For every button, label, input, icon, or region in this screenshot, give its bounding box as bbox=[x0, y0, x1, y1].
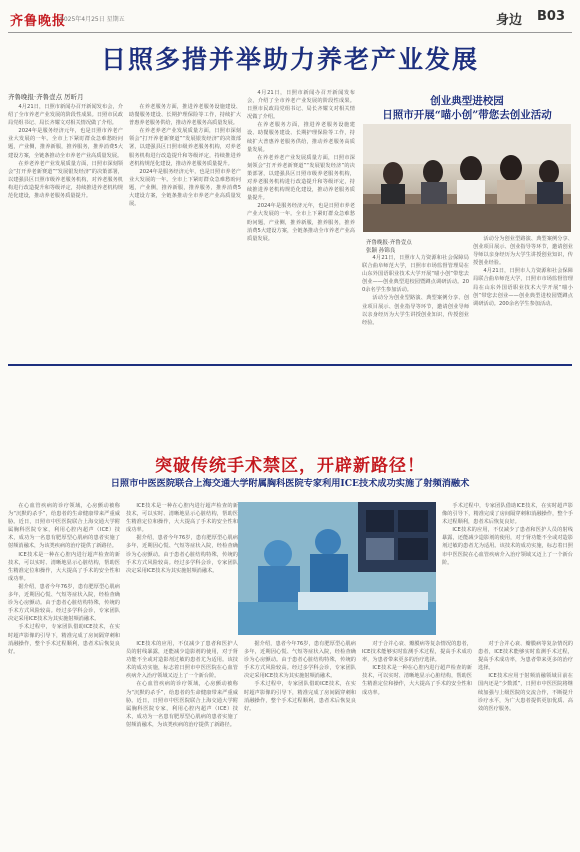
article2-paragraph: 手术过程中，专家团队借助ICE技术，在实时超声影像的引导下，精准完成了房间隔穿刺和消融操作，整个手术过程顺利，患者术后恢复良好。 bbox=[8, 624, 120, 655]
article1-column-3 bbox=[247, 89, 355, 360]
surgery-photo bbox=[238, 502, 436, 635]
article2-column-7 bbox=[478, 640, 573, 847]
article2-paragraph: 对于合并心衰、瓣膜病等复杂情况的患者，ICE技术能够实时监测手术过程，提高手术成功率，为患者带来更多的治疗选择。 bbox=[478, 641, 573, 672]
article2-paragraph: 据介绍，患者今年76岁，患有肥厚型心肌病多年，近期因心慌、气短等症状入院，经检查确诊为心房颤动。由于患者心脏结构特殊，传统的手术方式风险较高。经过多学科会诊，专家团队决定采用ICE技术为其实施射频消融术。 bbox=[244, 641, 356, 680]
article2-paragraph: ICE技术应用于射频消融领域目前在国内还是“少数派”，日照市中医医院将继续加强与上级医院的交流合作，不断提升诊疗水平，为广大患者提供更加优质、高效的医疗服务。 bbox=[478, 673, 573, 712]
section-name: 身边 bbox=[496, 13, 523, 28]
article2-paragraph: ICE技术是一种在心腔内进行超声检查的新技术，可以实时、清晰地显示心脏结构，帮助医生精准定位和操作，大大提高了手术的安全性和成功率。 bbox=[8, 551, 120, 582]
page-number: B03 bbox=[537, 9, 565, 24]
article2-column-5 bbox=[244, 640, 356, 847]
meeting-photo bbox=[363, 124, 571, 232]
article2-paragraph: ICE技术的应用，不仅减少了患者和医护人员的射线暴露，还能减少造影剂的使用，对于肾功能不全或对造影剂过敏的患者尤为适用。该技术的成功实施，标志着日照市中医医院在心血管疾病介入治疗领域又迈上了一个新台阶。 bbox=[442, 527, 573, 566]
sidebar-column-2 bbox=[473, 235, 573, 360]
article2-paragraph: ICE技术是一种在心腔内进行超声检查的新技术，可以实时、清晰地显示心脏结构，帮助医生精准定位和操作，大大提高了手术的安全性和成功率。 bbox=[126, 503, 238, 534]
article2-column-3 bbox=[442, 502, 573, 635]
article2-paragraph: 手术过程中，专家团队借助ICE技术，在实时超声影像的引导下，精准完成了房间隔穿刺和消融操作，整个手术过程顺利，患者术后恢复良好。 bbox=[244, 681, 356, 712]
sidebar-paragraph: 4月21日，日照市人力资源和社会保障局联合曲阜师范大学，日照市市场监督管理局在山东外国语职业技术大学开展“喵小创”带您去创业——创业典型进校园暨蹲点调研活动。200余名学生参加活动。 bbox=[473, 268, 573, 307]
article2-paragraph: ICE技术的应用，不仅减少了患者和医护人员的射线暴露，还能减少造影剂的使用，对于肾功能不全或对造影剂过敏的患者尤为适用。该技术的成功实施，标志着日照市中医医院在心血管疾病介入治疗领域又迈上了一个新台阶。 bbox=[126, 641, 238, 680]
article2-paragraph: 在心血管疾病的诊疗领域，心房颤动被称为“沉默的杀手”，给患者的生命健康带来严重威胁。近日，日照市中医医院联合上海交通大学附属胸科医院专家，利用心腔内超声（ICE）技术，成功为一名患有肥厚型心肌病的患者实施了射频消融术，为该类疾病的治疗提供了新路径。 bbox=[8, 503, 120, 550]
article1-paragraph: 2024年是服务经济元年，也是日照市养老产业大发展的一年。全市上下紧盯群众急难愁盼问题，产业侧，推养新服，推养服务，推养消费5大建设方案，全链条推动全市养老产业高质量发展。 bbox=[8, 128, 123, 159]
article1-byline: 齐鲁晚报·齐鲁壹点 厉昕月 bbox=[8, 93, 84, 101]
article1-headline: 日照多措并举助力养老产业发展 bbox=[100, 45, 479, 74]
sidebar-headline-line2: 日照市开展“喵小创”带您去创业活动 bbox=[382, 109, 552, 121]
article2-paragraph: 据介绍，患者今年76岁，患有肥厚型心肌病多年，近期因心慌、气短等症状入院，经检查确诊为心房颤动。由于患者心脏结构特殊，传统的手术方式风险较高。经过多学科会诊，专家团队决定采用ICE技术为其实施射频消融术。 bbox=[126, 535, 238, 574]
newspaper-logo: 齐鲁晚报 bbox=[10, 14, 67, 29]
article2-column-2 bbox=[126, 502, 238, 632]
article1-paragraph: 在养老养老产业发展质量方面，日照市深刻领会“打开养老新赛道”“发展银发经济”的决策部署，以建强县区日照市级养老服务机构，对养老服务机构进行改造提升和等级评定，持续推进养老机构规范化建设，推动养老服务质量提升。 bbox=[8, 160, 123, 200]
photo-credit-names: 张颖 孙锦良 bbox=[366, 248, 396, 254]
sidebar-paragraph: 4月21日，日照市人力资源和社会保障局联合曲阜师范大学，日照市市场监督管理局在山东外国语职业技术大学开展“喵小创”带您去创业——创业典型进校园暨蹲点调研活动。200余名学生参加活动。 bbox=[362, 255, 469, 294]
article1-paragraph: 在养老养老产业发展质量方面，日照市深刻领会“打开养老新赛道”“发展银发经济”的决策部署，以建强县区日照市级养老服务机构，对养老服务机构进行改造提升和等级评定，持续推进养老机构规范化建设，推动养老服务质量提升。 bbox=[247, 154, 355, 202]
article2-headline: 突破传统手术禁区，开辟新路径！ bbox=[155, 456, 425, 476]
article2-column-6 bbox=[362, 640, 472, 847]
article2-paragraph: 在心血管疾病的诊疗领域，心房颤动被称为“沉默的杀手”，给患者的生命健康带来严重威胁。近日，日照市中医医院联合上海交通大学附属胸科医院专家，利用心腔内超声（ICE）技术，成功为一名患有肥厚型心肌病的患者实施了射频消融术，为该类疾病的治疗提供了新路径。 bbox=[126, 681, 238, 728]
article2-subheadline: 日照市中医医院联合上海交通大学附属胸科医院专家利用ICE技术成功实施了射频消融术 bbox=[110, 478, 470, 489]
article2-paragraph: 据介绍，患者今年76岁，患有肥厚型心肌病多年，近期因心慌、气短等症状入院，经检查确诊为心房颤动。由于患者心脏结构特殊，传统的手术方式风险较高。经过多学科会诊，专家团队决定采用ICE技术为其实施射频消融术。 bbox=[8, 583, 120, 623]
sidebar-paragraph: 活动分为创业型路演、典型案例分享、创业项目展示、创业指导等环节，邀请创业导师以亲身经历为大学生讲授创业知识，传授创业经验。 bbox=[362, 295, 469, 326]
photo-credit: 齐鲁晚报·齐鲁壹点 bbox=[366, 240, 412, 246]
article2-paragraph: ICE技术是一种在心腔内进行超声检查的新技术，可以实时、清晰地显示心脏结构，帮助医生精准定位和操作，大大提高了手术的安全性和成功率。 bbox=[362, 665, 472, 696]
article2-column-1 bbox=[8, 502, 120, 847]
article1-paragraph: 2024年是服务经济元年，也是日照市养老产业大发展的一年。全市上下紧盯群众急难愁盼问题，产业侧，推养新服，推养服务，推养消费5大建设方案，全链条推动全市养老产业高质量发展。 bbox=[129, 168, 241, 208]
article1-column-1 bbox=[8, 103, 123, 360]
sidebar-column-1 bbox=[362, 254, 469, 360]
article1-paragraph: 在养老服务方面，推进养老服务设施建设、助餐服务建设、长期护理保险等工作，持续扩大普惠养老服务供给，推动养老服务高质量发展。 bbox=[247, 122, 355, 153]
article2-column-4 bbox=[126, 640, 238, 847]
article2-paragraph: 对于合并心衰、瓣膜病等复杂情况的患者，ICE技术能够实时监测手术过程，提高手术成功率，为患者带来更多的治疗选择。 bbox=[362, 641, 472, 664]
section-divider bbox=[8, 364, 572, 366]
article2-paragraph: 手术过程中，专家团队借助ICE技术，在实时超声影像的引导下，精准完成了房间隔穿刺和消融操作，整个手术过程顺利，患者术后恢复良好。 bbox=[442, 503, 573, 526]
article1-paragraph: 4月21日，日照市新闻办召开新闻发布会，介绍了全市养老产业发展的阶段性成果。日照市民政局党组书记、局长齐耀文对相关情况做了介绍。 bbox=[247, 90, 355, 121]
article1-column-2 bbox=[129, 103, 241, 360]
sidebar-paragraph: 活动分为创业型路演、典型案例分享、创业项目展示、创业指导等环节，邀请创业导师以亲身经历为大学生讲授创业知识，传授创业经验。 bbox=[473, 236, 573, 267]
issue-date: 2025年4月25日 星期五 bbox=[60, 16, 125, 23]
article1-paragraph: 4月21日，日照市新闻办召开新闻发布会，介绍了全市养老产业发展的阶段性成果。日照市民政局党组书记、局长齐耀文对相关情况做了介绍。 bbox=[8, 104, 123, 127]
sidebar-headline-line1: 创业典型进校园 bbox=[430, 95, 504, 107]
article1-paragraph: 在养老服务方面，推进养老服务设施建设、助餐服务建设、长期护理保险等工作，持续扩大普惠养老服务供给，推动养老服务高质量发展。 bbox=[129, 104, 241, 127]
article1-paragraph: 2024年是服务经济元年，也是日照市养老产业大发展的一年。全市上下紧盯群众急难愁盼问题，产业侧，推养新服，推养服务，推养消费5大建设方案，全链条推动全市养老产业高质量发展。 bbox=[247, 203, 355, 242]
article1-paragraph: 在养老养老产业发展质量方面，日照市深刻领会“打开养老新赛道”“发展银发经济”的决策部署，以建强县区日照市级养老服务机构，对养老服务机构进行改造提升和等级评定，持续推进养老机构规范化建设，推动养老服务质量提升。 bbox=[129, 128, 241, 167]
top-divider bbox=[8, 32, 572, 33]
